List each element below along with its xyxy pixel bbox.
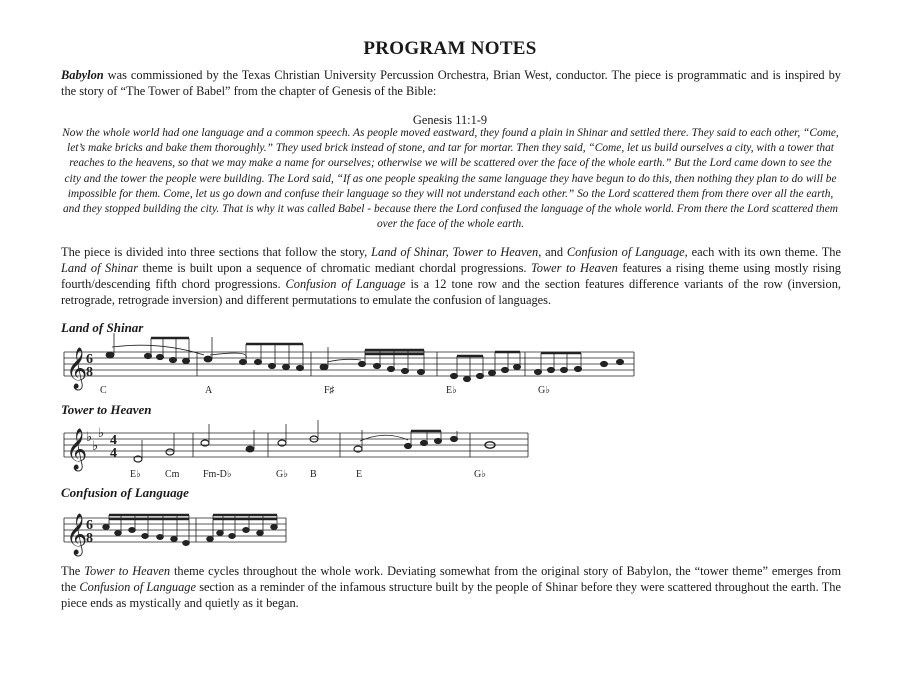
staff-land-of-shinar	[64, 333, 634, 382]
chord-symbol: F♯	[324, 385, 335, 396]
flat-icon: ♭	[98, 425, 105, 440]
chord-symbol: G♭	[474, 469, 486, 480]
staff-tower-to-heaven	[64, 420, 528, 462]
chord-symbol: G♭	[276, 469, 288, 480]
text-run: and	[541, 245, 567, 259]
theme-title-confusion-of-language: Confusion of Language	[61, 485, 189, 500]
theme-title-land-of-shinar: Land of Shinar	[61, 320, 144, 335]
chord-symbol: G♭	[538, 385, 550, 396]
chord-symbol: Fm-D♭	[203, 469, 232, 480]
time-signature-bottom: 4	[110, 446, 117, 461]
chord-symbol: E♭	[446, 385, 457, 396]
chord-symbol: Cm	[165, 469, 180, 480]
chord-symbol: E	[356, 469, 363, 480]
text-run: The	[61, 564, 85, 578]
treble-clef-icon: 𝄞	[66, 348, 88, 388]
chord-symbol: A	[205, 385, 213, 396]
treble-clef-icon: 𝄞	[66, 429, 88, 469]
staff-confusion-of-language	[64, 515, 286, 546]
time-signature-top: 6	[86, 518, 93, 533]
text-run: theme cycles throughout the whole work. Deviating somewhat from the original story of Babylon, the “tower theme” emerges from the	[61, 564, 841, 594]
italic-run: Tower to Heaven	[84, 564, 171, 578]
time-signature-top: 4	[110, 433, 117, 448]
intro-text: was commissioned by the Texas Christian University Percussion Orchestra, Brian West, conductor. The piece is programmatic and is inspired by the story of “The Tower of Babel” from the chapter of Genesis of the Bible:	[61, 68, 841, 98]
scripture-citation: Genesis 11:1-9	[412, 113, 488, 127]
time-signature-bottom: 8	[86, 365, 93, 380]
italic-run: Confusion of Language,	[566, 245, 688, 259]
italic-run: Land of Shinar	[61, 261, 139, 275]
text-run: is a 12 tone row and the section features difference variants of the row (inversion, retrograde, retrograde inversion) and different permutations to emulate the confusion of languages.	[61, 277, 841, 307]
text-run: The piece is divided into three sections that follow the story,	[61, 245, 372, 259]
italic-run: Land of Shinar, Tower to Heaven,	[371, 245, 542, 259]
treble-clef-icon: 𝄞	[66, 514, 88, 554]
text-run: section as a reminder of the infamous structure built by the people of Shinar before they were scattered throughout the earth. The piece ends as mystically and quietly as it began.	[61, 580, 841, 610]
staff-land-of-shinar-glyphs	[66, 347, 550, 396]
flat-icon: ♭	[86, 429, 93, 444]
page-title: PROGRAM NOTES	[363, 38, 537, 59]
flat-icon: ♭	[92, 438, 99, 453]
italic-run: Confusion of Language	[285, 277, 406, 291]
chord-symbol: C	[100, 385, 107, 396]
italic-run: Tower to Heaven	[530, 261, 618, 275]
staff-confusion-of-language-glyphs	[66, 513, 93, 556]
chord-symbol: E♭	[130, 469, 141, 480]
time-signature-top: 6	[86, 352, 93, 367]
time-signature-bottom: 8	[86, 531, 93, 546]
text-run: features a rising theme using mostly rising fourth/descending fifth chord progressions.	[61, 261, 841, 291]
scripture-quote: Now the whole world had one language and a common speech. As people moved eastward, they found a plain in Shinar and settled there. They said to each other, “Come, let’s make bricks and bake them thoroughly.” They used brick instead of stone, and tar for mortar. Then they said, “Come, let us build ourselves a city, with a tower that reaches to the heavens, so that we may make a name for ourselves; otherwise we will be scattered over the face of the whole earth.” But the Lord came down to see the city and the tower the people were building. The Lord said, “If as one people speaking the same language they have begun to do this, then nothing they plan to do will be impossible for them. Come, let us go down and confuse their language so they will not understand each other.” So the Lord scattered them from there over all the earth, and they stopped building the city. That is why it was called Babel - because there the Lord confused the language of the whole world. From there the Lord scattered them over the face of the whole earth.	[62, 127, 839, 231]
italic-run: Confusion of Language	[79, 580, 196, 594]
chord-symbol: B	[310, 469, 317, 480]
theme-title-tower-to-heaven: Tower to Heaven	[61, 402, 152, 417]
work-title: Babylon	[61, 68, 104, 82]
text-run: theme is built upon a sequence of chromatic mediant chordal progressions.	[138, 261, 531, 275]
closing-paragraph	[61, 563, 841, 611]
text-run: each with its own theme. The	[687, 245, 841, 259]
